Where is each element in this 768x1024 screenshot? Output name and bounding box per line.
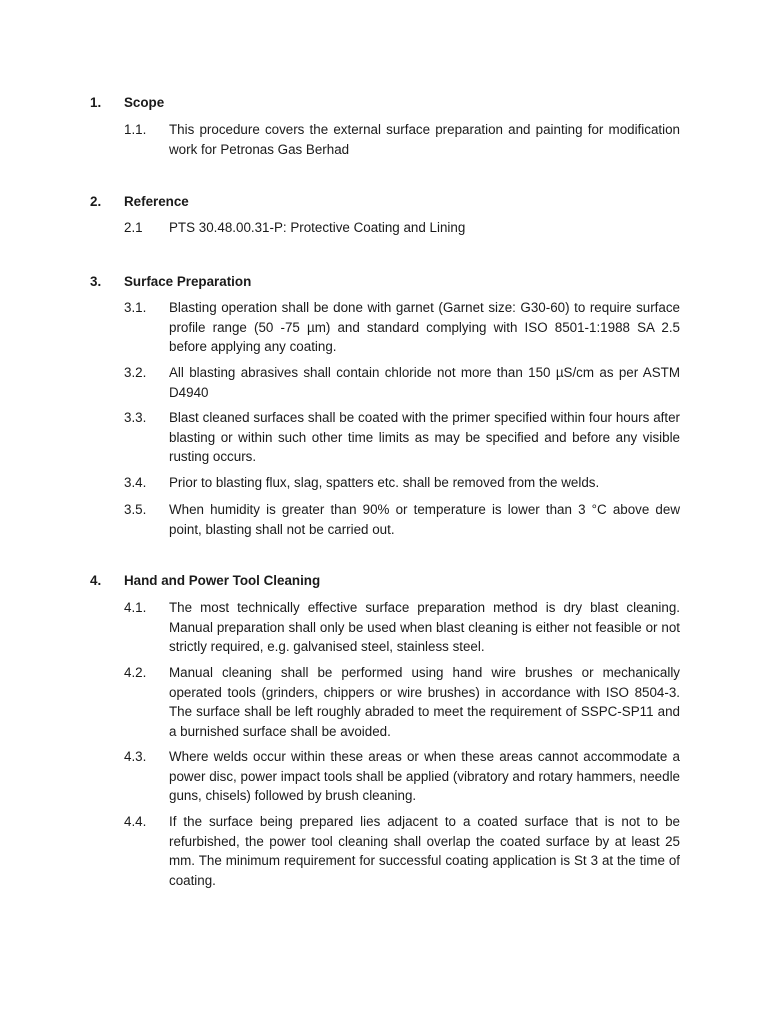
clause-text: Blasting operation shall be done with garnet (Garnet size: G30-60) to require surface profile range (50 -75 µm) and standard complying with ISO 8501-1:1988 SA 2.5 before applying any coating. (169, 300, 680, 354)
clause-text: Prior to blasting flux, slag, spatters etc. shall be removed from the welds. (169, 475, 600, 490)
section-title: Reference (124, 194, 189, 209)
clause-3-3 (124, 408, 680, 467)
clause-text: Blast cleaned surfaces shall be coated with the primer specified within four hours after blasting or within such other time limits as may be specified and before any visible rusting occurs. (169, 410, 680, 464)
clause-number: 4.2. (124, 665, 147, 680)
clause-text: Where welds occur within these areas or when these areas cannot accommodate a power disc, power impact tools shall be applied (vibratory and rotary hammers, needle guns, chisels) followed by brush cleaning. (169, 749, 680, 803)
clause-number: 3.3. (124, 410, 147, 425)
section-title: Hand and Power Tool Cleaning (124, 573, 321, 588)
clause-number: 3.5. (124, 502, 147, 517)
clause-text: This procedure covers the external surface preparation and painting for modification work for Petronas Gas Berhad (169, 122, 680, 157)
clause-3-1 (124, 298, 680, 357)
clause-2-1 (124, 218, 680, 238)
clause-number: 3.1. (124, 300, 147, 315)
clause-text: All blasting abrasives shall contain chloride not more than 150 µS/cm as per ASTM D4940 (169, 365, 680, 400)
clause-text: The most technically effective surface preparation method is dry blast cleaning. Manual preparation shall only be used when blast cleaning is either not feasible or not strictly required, e.g. galvanised steel, stainless steel. (169, 600, 680, 654)
clause-number: 4.3. (124, 749, 147, 764)
section-number: 3. (90, 274, 102, 289)
section-title: Scope (124, 95, 165, 110)
clause-1-1 (124, 120, 680, 159)
clause-4-3 (124, 747, 680, 806)
clause-3-4 (124, 473, 680, 493)
clause-number: 4.1. (124, 600, 147, 615)
section-number: 4. (90, 573, 102, 588)
clause-number: 3.2. (124, 365, 147, 380)
clause-4-2 (124, 663, 680, 741)
clause-text: Manual cleaning shall be performed using hand wire brushes or mechanically operated tools (grinders, chippers or wire brushes) in accordance with ISO 8504-3. The surface shall be left roughly abraded to meet the requirement of SSPC-SP11 and a burnished surface shall be avoided. (169, 665, 680, 739)
section-number: 2. (90, 194, 102, 209)
clause-text: If the surface being prepared lies adjacent to a coated surface that is not to be refurbished, the power tool cleaning shall overlap the coated surface by at least 25 mm. The minimum requirement for successful coating application is St 3 at the time of coating. (169, 814, 680, 888)
clause-text: PTS 30.48.00.31-P: Protective Coating and Lining (169, 220, 466, 235)
clause-text: When humidity is greater than 90% or temperature is lower than 3 °C above dew point, blasting shall not be carried out. (169, 502, 680, 537)
section-number: 1. (90, 95, 102, 110)
clause-number: 2.1 (124, 220, 143, 235)
clause-number: 3.4. (124, 475, 147, 490)
clause-number: 1.1. (124, 122, 147, 137)
clause-number: 4.4. (124, 814, 147, 829)
clause-3-2 (124, 363, 680, 402)
clause-3-5 (124, 500, 680, 539)
section-title: Surface Preparation (124, 274, 252, 289)
clause-4-1 (124, 598, 680, 657)
clause-4-4 (124, 812, 680, 890)
